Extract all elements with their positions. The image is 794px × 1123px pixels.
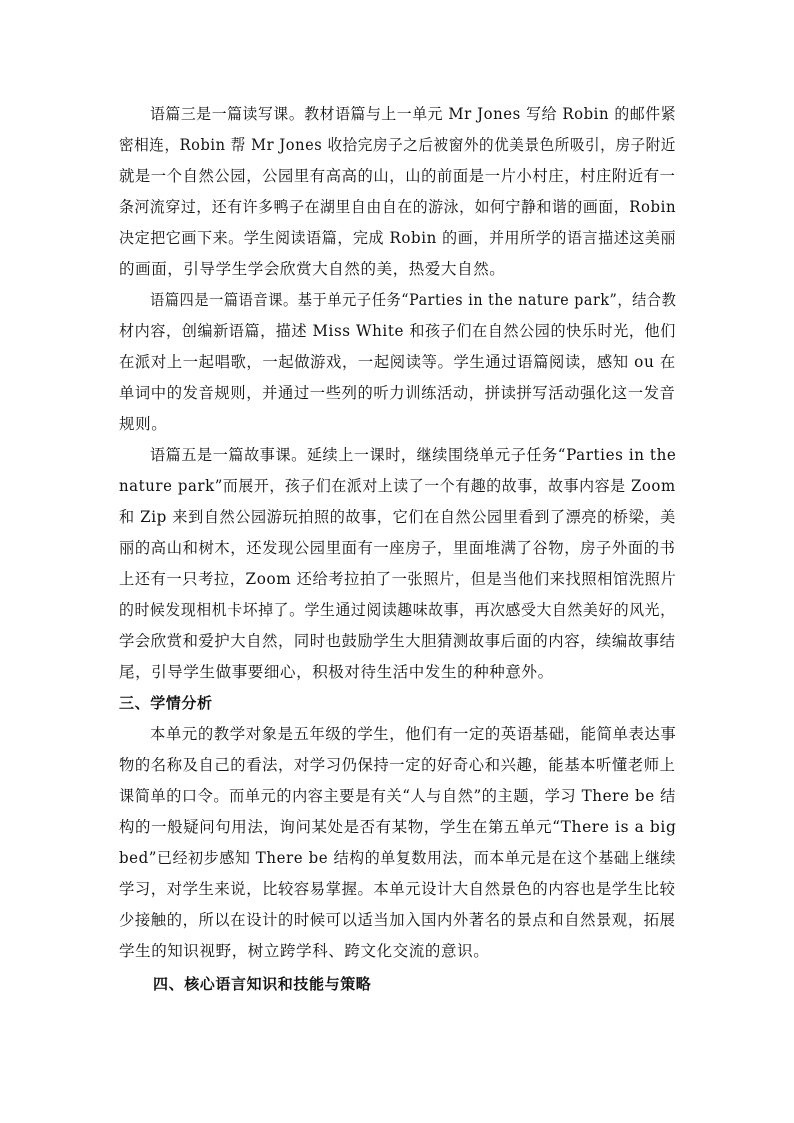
paragraph-5-line-3: 和 Zip 来到自然公园游玩拍照的故事，它们在自然公园里看到了漂亮的桥梁，美 [119, 508, 676, 526]
paragraph-4-line-1: 语篇四是一篇语音课。基于单元子任务“Parties in the nature park”，结合教 [150, 291, 677, 309]
paragraph-6-line-7: 少接触的，所以在设计的时候可以适当加入国内外著名的景点和自然景观，拓展 [119, 911, 676, 929]
paragraph-4-line-5: 规则。 [119, 415, 168, 433]
paragraph-6-line-5: bed”已经初步感知 There be 结构的单复数用法，而本单元是在这个基础上继续 [119, 849, 677, 867]
paragraph-5-line-5: 上还有一只考拉，Zoom 还给考拉拍了一张照片，但是当他们来找照相馆洗照片 [119, 570, 677, 588]
paragraph-5-line-6: 的时候发现相机卡坏掉了。学生通过阅读趣味故事，再次感受大自然美好的风光， [119, 601, 676, 619]
paragraph-5-line-1: 语篇五是一篇故事课。延续上一课时，继续围绕单元子任务“Parties in the [150, 446, 677, 464]
paragraph-3-line-4: 条河流穿过，还有许多鸭子在湖里自由自在的游泳，如何宁静和谐的画面，Robin [119, 198, 677, 216]
paragraph-6-line-2: 物的名称及自己的看法，对学习仍保持一定的好奇心和兴趣，能基本听懂老师上 [119, 756, 676, 774]
paragraph-5-line-8: 尾，引导学生做事要细心，积极对待生活中发生的种种意外。 [119, 663, 554, 681]
paragraph-4-line-3: 在派对上一起唱歌，一起做游戏，一起阅读等。学生通过语篇阅读，感知 ou 在 [119, 353, 676, 371]
paragraph-6-line-1: 本单元的教学对象是五年级的学生，他们有一定的英语基础，能简单表达事 [150, 725, 677, 743]
paragraph-6-line-6: 学习，对学生来说，比较容易掌握。本单元设计大自然景色的内容也是学生比较 [119, 880, 676, 898]
section-heading-3: 三、学情分析 [119, 694, 213, 712]
paragraph-4-line-2: 材内容，创编新语篇，描述 Miss White 和孩子们在自然公园的快乐时光，他们 [119, 322, 676, 340]
paragraph-6-line-8: 学生的知识视野，树立跨学科、跨文化交流的意识。 [119, 942, 490, 960]
paragraph-3-line-5: 决定把它画下来。学生阅读语篇，完成 Robin 的画，并用所学的语言描述这美丽 [119, 229, 677, 247]
paragraph-6-line-3: 课简单的口令。而单元的内容主要是有关“人与自然”的主题，学习 There be 结 [119, 787, 676, 805]
paragraph-3-line-1: 语篇三是一篇读写课。教材语篇与上一单元 Mr Jones 写给 Robin 的邮件紧 [150, 105, 677, 123]
paragraph-6-line-4: 构的一般疑问句用法，询问某处是否有某物，学生在第五单元“There is a big [119, 818, 677, 836]
paragraph-3-line-3: 就是一个自然公园，公园里有高高的山，山的前面是一片小村庄，村庄附近有一 [119, 167, 676, 185]
paragraph-3-line-2: 密相连，Robin 帮 Mr Jones 收拾完房子之后被窗外的优美景色所吸引，房子附近 [119, 136, 676, 154]
paragraph-3-line-6: 的画面，引导学生学会欣赏大自然的美，热爱大自然。 [119, 260, 506, 278]
section-heading-4: 四、核心语言知识和技能与策略 [153, 975, 372, 993]
paragraph-5-line-2: nature park”而展开，孩子们在派对上读了一个有趣的故事，故事内容是 Zoom [119, 477, 676, 495]
paragraph-4-line-4: 单词中的发音规则，并通过一些列的听力训练活动，拼读拼写活动强化这一发音 [119, 384, 676, 402]
paragraph-5-line-4: 丽的高山和树木，还发现公园里面有一座房子，里面堆满了谷物，房子外面的书 [119, 539, 676, 557]
paragraph-5-line-7: 学会欣赏和爱护大自然，同时也鼓励学生大胆猜测故事后面的内容，续编故事结 [119, 632, 676, 650]
